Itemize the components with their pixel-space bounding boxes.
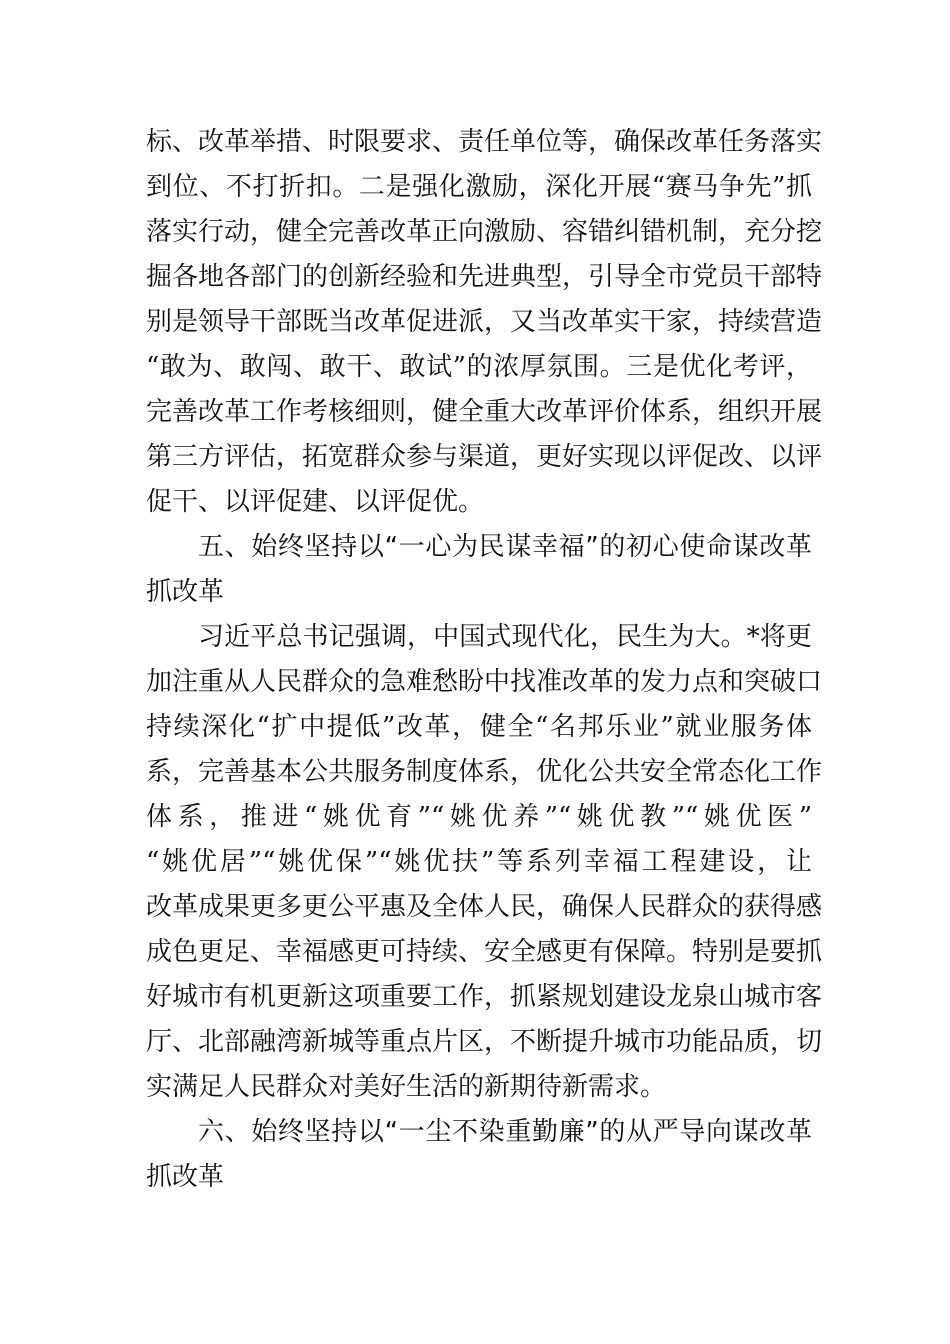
text-line: 成色更足、幸福感更可持续、安全感更有保障。特别是要抓 <box>146 937 823 967</box>
heading-line: 抓改革 <box>146 577 225 607</box>
text-line: 厅、北部融湾新城等重点片区，不断提升城市功能品质，切 <box>146 1027 823 1057</box>
text-line: 落实行动，健全完善改革正向激励、容错纠错机制，充分挖 <box>146 217 823 247</box>
text-line: 改革成果更多更公平惠及全体人民，确保人民群众的获得感 <box>146 892 823 922</box>
text-line: 标、改革举措、时限要求、责任单位等，确保改革任务落实 <box>146 127 823 157</box>
text-line: 到位、不打折扣。二是强化激励，深化开展“赛马争先”抓 <box>146 172 812 202</box>
text-line: 别是领导干部既当改革促进派，又当改革实干家，持续营造 <box>146 307 823 337</box>
text-line: 实满足人民群众对美好生活的新期待新需求。 <box>146 1072 667 1102</box>
heading-line: 六、始终坚持以“一尘不染重勤廉”的从严导向谋改革 <box>198 1117 812 1147</box>
text-line: “姚优居”“姚优保”“姚优扶”等系列幸福工程建设，让 <box>146 847 812 877</box>
text-line: 促干、以评促建、以评促优。 <box>146 487 485 517</box>
text-line: 好城市有机更新这项重要工作，抓紧规划建设龙泉山城市客 <box>146 982 823 1012</box>
text-line: 掘各地各部门的创新经验和先进典型，引导全市党员干部特 <box>146 262 823 292</box>
text-line: 习近平总书记强调，中国式现代化，民生为大。*将更 <box>198 622 812 652</box>
text-line: 持续深化“扩中提低”改革，健全“名邦乐业”就业服务体 <box>146 712 812 742</box>
heading-line: 五、始终坚持以“一心为民谋幸福”的初心使命谋改革 <box>198 532 812 562</box>
text-line: 完善改革工作考核细则，健全重大改革评价体系，组织开展 <box>146 397 823 427</box>
text-line: “敢为、敢闯、敢干、敢试”的浓厚氛围。三是优化考评， <box>146 352 812 382</box>
text-line: 加注重从人民群众的急难愁盼中找准改革的发力点和突破口 <box>146 667 823 697</box>
text-line: 体系，推进“姚优育”“姚优养”“姚优教”“姚优医” <box>146 802 812 832</box>
text-line: 第三方评估，拓宽群众参与渠道，更好实现以评促改、以评 <box>146 442 823 472</box>
heading-line: 抓改革 <box>146 1162 225 1192</box>
text-line: 系，完善基本公共服务制度体系，优化公共安全常态化工作 <box>146 757 823 787</box>
